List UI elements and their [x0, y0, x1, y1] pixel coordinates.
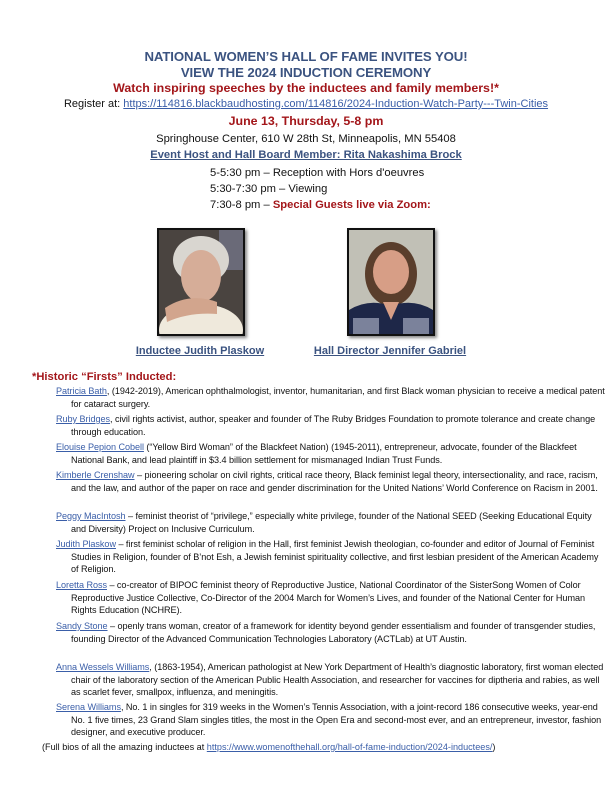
inductee-bio: (“Yellow Bird Woman” of the Blackfeet Nation) (1945-2011), entrepreneur, advocate, founder of the Blackfeet National Bank, and lead plaintiff in $3.4 billion settlement for mismanaged Indian Trust Funds.	[71, 442, 577, 465]
inductee-entry	[56, 620, 607, 645]
inductee-entry	[56, 701, 607, 739]
inductee-name-link[interactable]: Sandy Stone	[56, 621, 108, 631]
footer-suffix: )	[492, 742, 496, 752]
register-label: Register at:	[63, 98, 124, 110]
inductee-name-link[interactable]: Ruby Bridges	[56, 414, 110, 424]
footer-note	[42, 742, 495, 752]
schedule-activity: Special Guests live via Zoom:	[272, 199, 431, 211]
inductee-entry	[56, 441, 607, 466]
schedule-item	[210, 183, 327, 195]
schedule-item	[210, 199, 431, 211]
inductee-entry	[56, 510, 607, 535]
event-host-link[interactable]: Event Host and Hall Board Member: Rita Nakashima Brock	[150, 149, 462, 161]
inductee-entry	[56, 413, 607, 438]
event-date: June 13, Thursday, 5-8 pm	[228, 114, 384, 128]
inductee-name-link[interactable]: Judith Plaskow	[56, 539, 116, 549]
register-line	[0, 98, 612, 110]
schedule-time: 5:30-7:30 pm –	[210, 183, 289, 195]
inductee-bio: , (1942-2019), American ophthalmologist, inventor, humanitarian, and first Black woman physician to receive a medical patent for cataract surgery.	[71, 386, 605, 409]
inductee-name-link[interactable]: Peggy MacIntosh	[56, 511, 126, 521]
photo-judith-plaskow	[157, 228, 245, 336]
inductee-bio: – first feminist scholar of religion in the Hall, first feminist Jewish theologian, co-founder and editor of Journal of Feminist Studies in Religion, founder of B’not Esh, a Jewish feminist spirituality collective, and first lesbian president of the American Academy of Religion.	[71, 539, 599, 575]
inductee-bio: , (1863-1954), American pathologist at New York Department of Health’s diagnostic laboratory, first woman elected chair of the laboratory section of the American Public Health Association, and researcher for vaccines for diptheria and rabies, as well as scarlet fever, smallpox, influenza, and meningitis.	[71, 662, 604, 698]
inductee-name-link[interactable]: Loretta Ross	[56, 580, 107, 590]
inductee-entry	[56, 538, 607, 576]
footer-link[interactable]: https://www.womenofthehall.org/hall-of-fame-induction/2024-inductees/	[206, 742, 493, 752]
schedule-time: 7:30-8 pm –	[210, 199, 273, 211]
inductee-entry	[56, 579, 607, 617]
inductee-name-link[interactable]: Anna Wessels Williams	[56, 662, 150, 672]
inductee-name-link[interactable]: Elouise Pepion Cobell	[56, 442, 144, 452]
portrait-image	[349, 230, 433, 334]
inductee-entry	[56, 469, 607, 494]
event-venue: Springhouse Center, 610 W 28th St, Minneapolis, MN 55408	[156, 133, 456, 145]
event-host	[0, 149, 612, 161]
inductee-entry	[56, 385, 607, 410]
register-link[interactable]: https://114816.blackbaudhosting.com/114816/2024-Induction-Watch-Party---Twin-Cities	[123, 98, 549, 110]
footer-prefix: (Full bios of all the amazing inductees at	[42, 742, 207, 752]
photo-jennifer-gabriel	[347, 228, 435, 336]
inductee-bio: – feminist theorist of “privilege,” especially white privilege, founder of the National SEED (Seeking Educational Equity and Diversity) Project on Inclusive Curriculum.	[71, 511, 592, 534]
schedule-activity: Viewing	[288, 183, 328, 195]
portrait-image	[159, 230, 243, 334]
inductee-bio: – co-creator of BIPOC feminist theory of Reproductive Justice, National Coordinator of the SisterSong Women of Color Reproductive Justice Collective, Co-Director of the 2004 March for Women’s Lives, and founder of the National Center for Human Rights Education (NCHRE).	[71, 580, 585, 616]
photo-caption[interactable]: Inductee Judith Plaskow	[135, 345, 265, 357]
inductee-name-link[interactable]: Serena Williams	[56, 702, 121, 712]
inductee-bio: , No. 1 in singles for 319 weeks in the Women’s Tennis Association, with a joint-record 186 consecutive weeks, year-end No. 1 five times, 23 Grand Slam singles titles, the most in the Open Era and second-most ever, and an entrepreneur, investor, fashion designer, and executive producer.	[71, 702, 602, 738]
title-line-1: NATIONAL WOMEN’S HALL OF FAME INVITES YOU!	[144, 49, 468, 64]
inductee-entry	[56, 661, 607, 699]
inductee-bio: – openly trans woman, creator of a framework for identity beyond gender essentialism and founder of transgender studies, founding Director of the Advanced Communication Technologies Laboratory (ACTLab) at UT Austin.	[71, 621, 596, 644]
subtitle: Watch inspiring speeches by the inductees and family members!*	[113, 81, 499, 95]
inductee-name-link[interactable]: Kimberle Crenshaw	[56, 470, 135, 480]
title-line-2: VIEW THE 2024 INDUCTION CEREMONY	[180, 65, 432, 80]
schedule-time: 5-5:30 pm –	[210, 167, 273, 179]
inductee-name-link[interactable]: Patricia Bath	[56, 386, 107, 396]
inductees-heading: *Historic “Firsts” Inducted:	[32, 371, 177, 383]
schedule-activity: Reception with Hors d'oeuvres	[272, 167, 425, 179]
inductee-bio: – pioneering scholar on civil rights, critical race theory, Black feminist legal theory, intersectionality, and race, racism, and the law, and author of the paper on race and gender discrimination for the United Nations’ World Conference on Racism in 2001.	[71, 470, 598, 493]
photo-caption[interactable]: Hall Director Jennifer Gabriel	[313, 345, 467, 357]
schedule-item	[210, 167, 424, 179]
inductee-bio: , civil rights activist, author, speaker and founder of The Ruby Bridges Foundation to promote tolerance and create change through education.	[71, 414, 596, 437]
